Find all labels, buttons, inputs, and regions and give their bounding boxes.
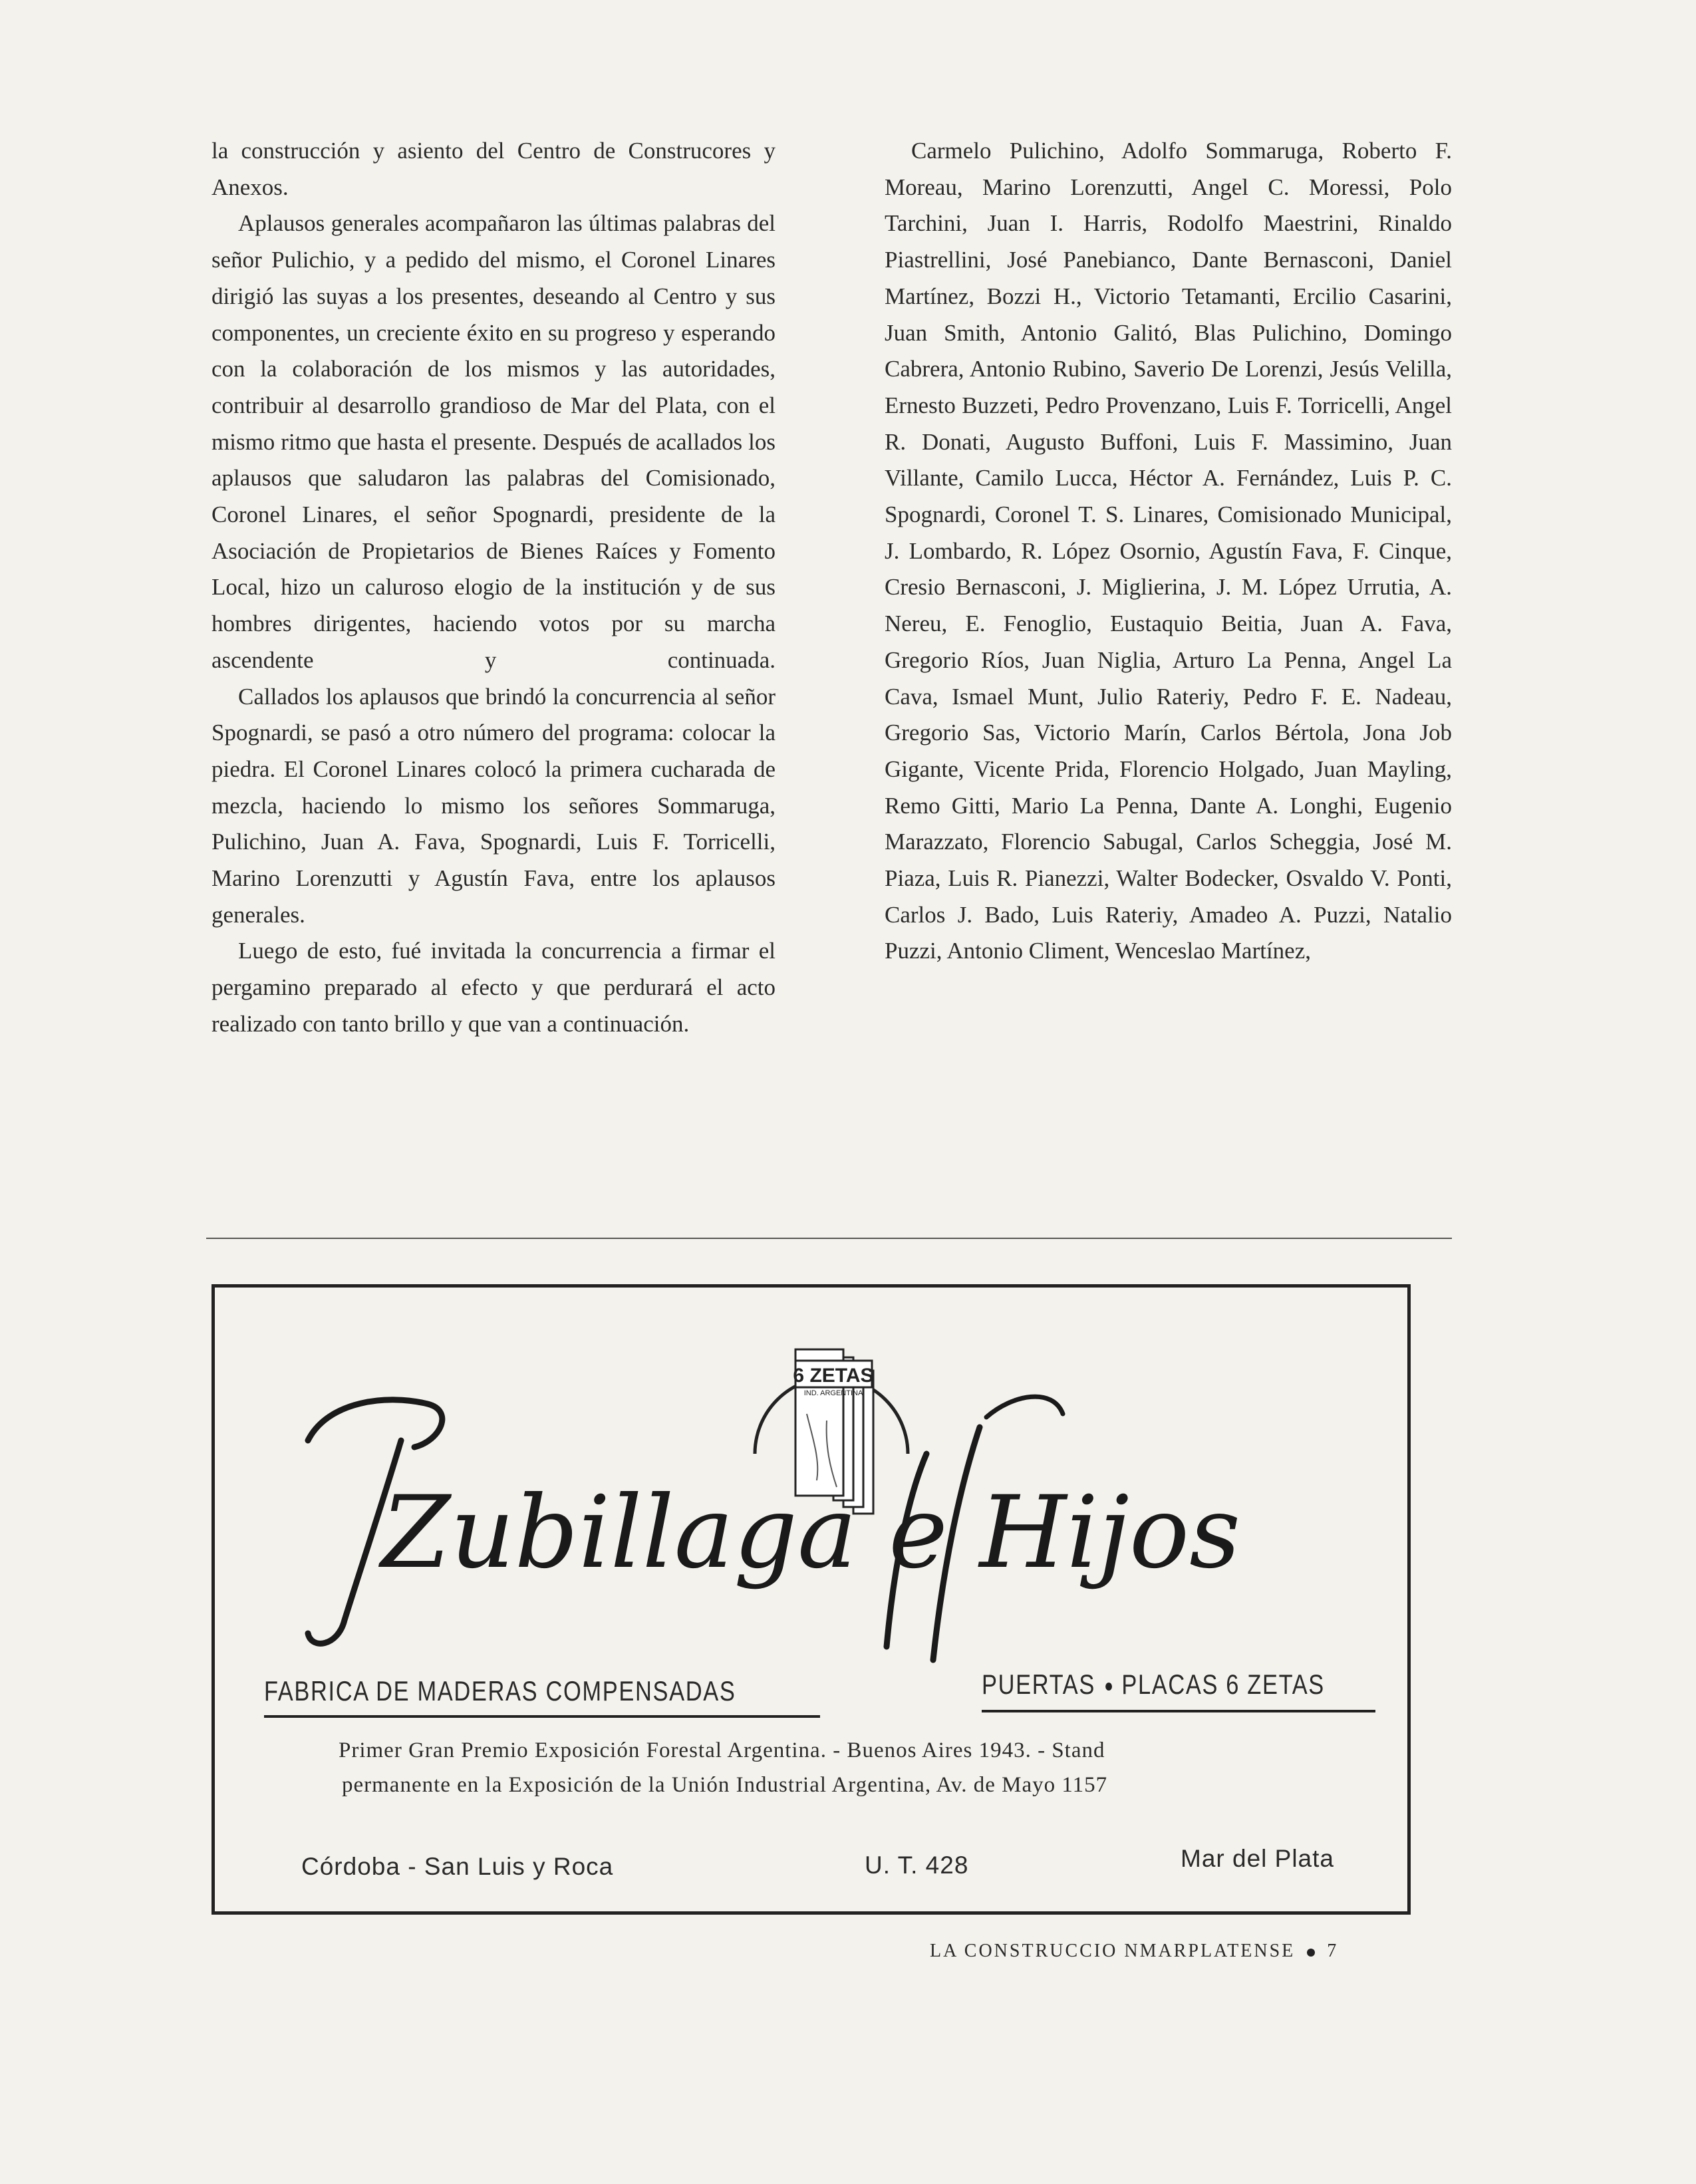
ad-right-heading (982, 1669, 1325, 1701)
svg-text:Zubillaga e Hijos: Zubillaga e Hijos (380, 1475, 1241, 1591)
advertisement-box (212, 1284, 1411, 1915)
article-left-column (212, 133, 776, 1043)
ad-award-line-1: Primer Gran Premio Exposición Forestal Argentina. - Buenos Aires 1943. - Stand (339, 1738, 1105, 1762)
ad-right-heading-underline (982, 1710, 1375, 1712)
ad-award-line-2: permanente en la Exposición de la Unión Industrial Argentina, Av. de Mayo 1157 (342, 1773, 1108, 1797)
ad-right-heading-b: PLACAS 6 ZETAS (1121, 1669, 1325, 1700)
section-divider (206, 1238, 1452, 1239)
magazine-name: LA CONSTRUCCIO NMARPLATENSE (930, 1941, 1296, 1961)
svg-text:IND. ARGENTINA: IND. ARGENTINA (803, 1389, 863, 1397)
ad-phone: U. T. 428 (865, 1851, 969, 1879)
article-paragraph: la construcción y asiento del Centro de Construcores y Anexos. (212, 138, 776, 200)
article-right-column (885, 133, 1452, 970)
article-paragraph: Callados los aplausos que brindó la concurrencia al señor Spognardi, se pasó a otro número del programa: colocar la piedra. El Coronel Linares colocó la primera cucharada de mezcla, haciendo lo mismo los señores Sommaruga, Pulichino, Juan A. Fava, Spognardi, Luis F. Torricelli, Marino Lorenzutti y Agustín Fava, entre los aplausos generales. (212, 683, 776, 928)
svg-text:6 ZETAS: 6 ZETAS (793, 1365, 874, 1387)
zubillaga-logo (215, 1288, 1407, 1687)
article-paragraph: Luego de esto, fué invitada la concurrencia a firmar el pergamino preparado al efecto y que perdurará el acto realizado con tanto brillo y que van a continuación. (212, 938, 776, 1037)
ad-city: Mar del Plata (1181, 1845, 1334, 1872)
page-number: 7 (1327, 1941, 1339, 1961)
page-footer (930, 1941, 1462, 1974)
signatories-list: Carmelo Pulichino, Adolfo Sommaruga, Roberto F. Moreau, Marino Lorenzutti, Angel C. Moressi, Polo Tarchini, Juan I. Harris, Rodolfo Maestrini, Rinaldo Piastrellini, José Panebianco, Dante Bernasconi, Daniel Martínez, Bozzi H., Victorio Tetamanti, Ercilio Casarini, Juan Smith, Antonio Galitó, Blas Pulichino, Domingo Cabrera, Antonio Rubino, Saverio De Lorenzi, Jesús Velilla, Ernesto Buzzeti, Pedro Provenzano, Luis F. Torricelli, Angel R. Donati, Augusto Buffoni, Luis F. Massimino, Juan Villante, Camilo Lucca, Héctor A. Fernández, Luis P. C. Spognardi, Coronel T. S. Linares, Comisionado Municipal, J. Lombardo, R. López Osornio, Agustín Fava, F. Cinque, Cresio Bernasconi, J. Miglierina, J. M. López Urrutia, A. Nereu, E. Fenoglio, Eustaquio Beitia, Juan A. Fava, Gregorio Ríos, Juan Niglia, Arturo La Penna, Angel La Cava, Ismael Munt, Julio Rateriy, Pedro F. E. Nadeau, Gregorio Sas, Victorio Marín, Carlos Bértola, Jona Job Gigante, Vicente Prida, Florencio Holgado, Juan Mayling, Remo Gitti, Mario La Penna, Dante A. Longhi, Eugenio Marazzato, Florencio Sabugal, Carlos Scheggia, José M. Piaza, Luis R. Pianezzi, Walter Bodecker, Osvaldo V. Ponti, Carlos J. Bado, Luis Rateriy, Amadeo A. Puzzi, Natalio Puzzi, Antonio Climent, Wenceslao Martínez, (885, 138, 1452, 964)
article-paragraph: Aplausos generales acompañaron las últimas palabras del señor Pulichio, y a pedido del mismo, el Coronel Linares dirigió las suyas a los presentes, deseando al Centro y sus componentes, un creciente éxito en su progreso y esperando con la colaboración de los mismos y las autoridades, contribuir al desarrollo grandioso de Mar del Plata, con el mismo ritmo que hasta el presente. Después de acallados los aplausos que saludaron las palabras del Comisionado, Coronel Linares, el señor Spognardi, presidente de la Asociación de Propietarios de Bienes Raíces y Fomento Local, hizo un caluroso elogio de la institución y de sus hombres dirigentes, haciendo votos por su marcha ascendente y continuada. (212, 210, 776, 673)
ad-address: Córdoba - San Luis y Roca (301, 1853, 614, 1880)
ad-left-heading-underline (264, 1715, 820, 1718)
ad-left-heading: FABRICA DE MADERAS COMPENSADAS (264, 1675, 736, 1706)
bullet-icon (1105, 1683, 1112, 1691)
bullet-icon (1307, 1949, 1315, 1957)
ad-right-heading-a: PUERTAS (982, 1669, 1095, 1700)
